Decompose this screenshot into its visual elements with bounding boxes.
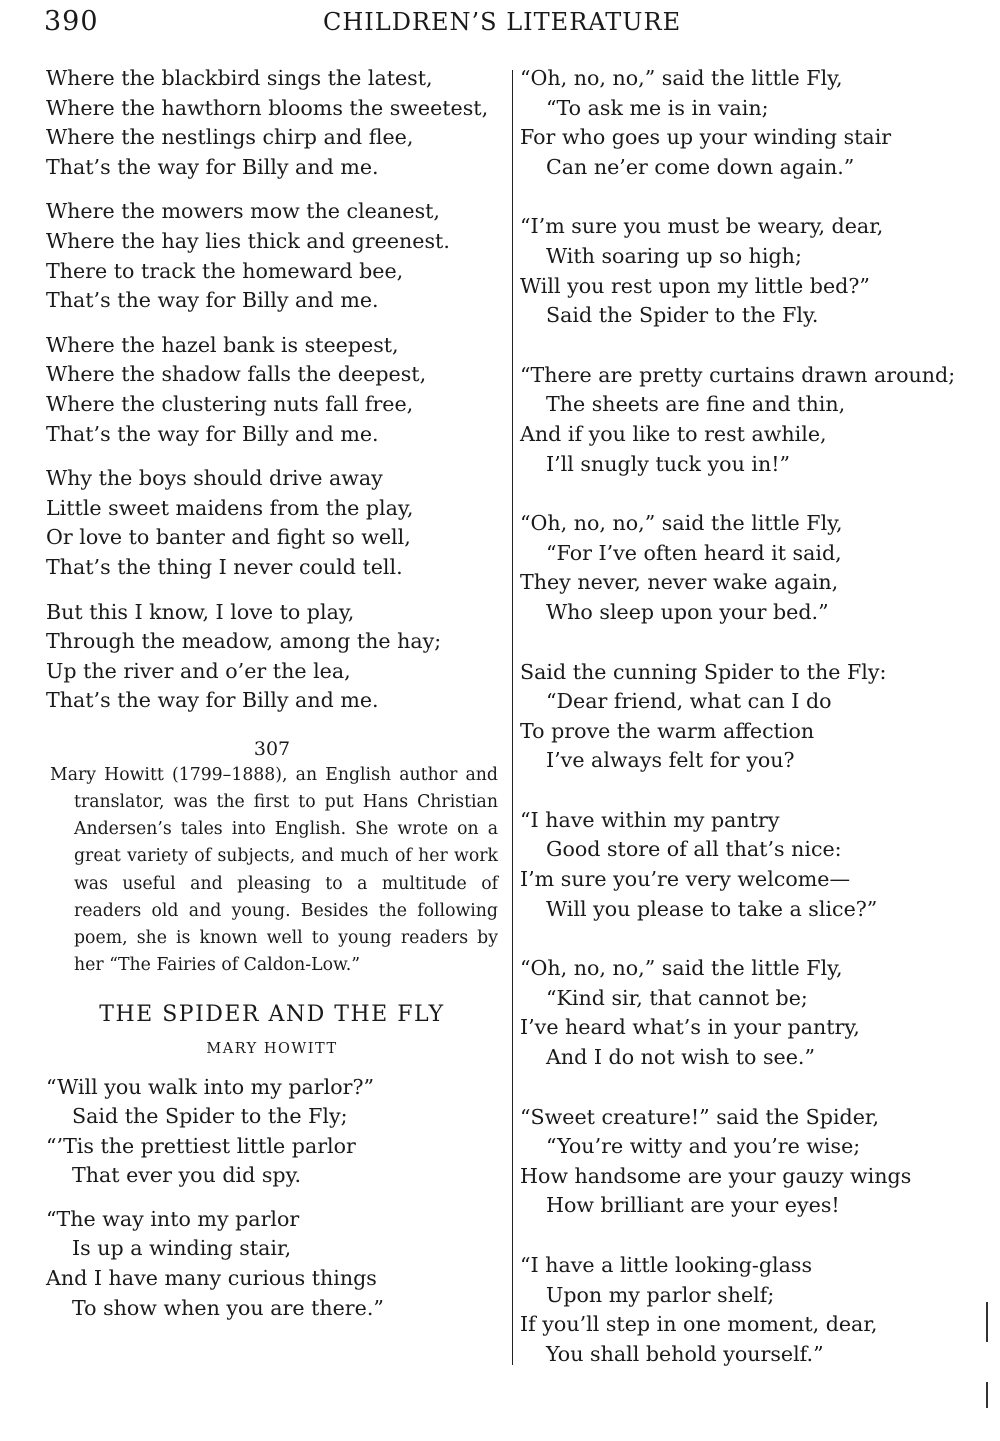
verse-line: Where the clustering nuts fall free, bbox=[46, 391, 414, 416]
verse-line: Where the shadow falls the deepest, bbox=[46, 362, 427, 387]
left-column bbox=[46, 64, 498, 1337]
verse-line: They never, never wake again, bbox=[520, 570, 839, 595]
verse-line: Where the blackbird sings the latest, bbox=[46, 66, 433, 90]
verse-line: “I’m sure you must be weary, dear, bbox=[520, 214, 884, 239]
verse-line: Where the hawthorn blooms the sweetest, bbox=[46, 95, 489, 120]
column-rule bbox=[512, 70, 513, 1365]
verse-line: For who goes up your winding stair bbox=[520, 125, 892, 150]
stanza bbox=[520, 509, 975, 627]
stanza bbox=[520, 658, 975, 776]
verse-line: “Oh, no, no,” said the little Fly, bbox=[520, 66, 843, 90]
verse-line: Up the river and o’er the lea, bbox=[46, 658, 351, 683]
verse-line: Upon my parlor shelf; bbox=[546, 1282, 775, 1307]
stanza bbox=[46, 598, 498, 716]
verse-line: Where the nestlings chirp and flee, bbox=[46, 125, 414, 150]
stanza bbox=[520, 806, 975, 924]
stanza bbox=[520, 212, 975, 330]
verse-line: “To ask me is in vain; bbox=[546, 95, 769, 120]
verse-line: I’ve always felt for you? bbox=[546, 748, 795, 773]
verse-line: Will you rest upon my little bed?” bbox=[520, 273, 870, 298]
stanza bbox=[46, 464, 498, 582]
verse-line: “Oh, no, no,” said the little Fly, bbox=[520, 956, 843, 981]
verse-line: There to track the homeward bee, bbox=[46, 258, 404, 283]
spider-poem-continued bbox=[520, 64, 975, 1369]
stanza bbox=[520, 1103, 975, 1221]
spider-poem-start bbox=[46, 1073, 498, 1324]
verse-line: Can ne’er come down again.” bbox=[546, 154, 855, 179]
verse-line: That’s the way for Billy and me. bbox=[46, 288, 379, 313]
verse-line: Or love to banter and fight so well, bbox=[46, 525, 411, 550]
verse-line: “Will you walk into my parlor?” bbox=[46, 1074, 375, 1099]
margin-mark bbox=[986, 1302, 988, 1342]
poem-title: THE SPIDER AND THE FLY bbox=[99, 1001, 445, 1027]
verse-line: That ever you did spy. bbox=[72, 1163, 302, 1188]
verse-line: And I do not wish to see.” bbox=[546, 1045, 815, 1070]
verse-line: “I have a little looking-glass bbox=[520, 1253, 813, 1277]
margin-mark bbox=[986, 1382, 988, 1408]
verse-line: I’m sure you’re very welcome— bbox=[520, 867, 851, 892]
right-column bbox=[520, 64, 975, 1399]
verse-line: But this I know, I love to play, bbox=[46, 599, 355, 624]
verse-line: “’Tis the prettiest little parlor bbox=[46, 1133, 356, 1158]
verse-line: How brilliant are your eyes! bbox=[546, 1193, 840, 1218]
verse-line: You shall behold yourself.” bbox=[546, 1341, 824, 1366]
stanza bbox=[46, 331, 498, 449]
running-head: CHILDREN’S LITERATURE bbox=[323, 8, 682, 36]
verse-line: Little sweet maidens from the play, bbox=[46, 495, 414, 520]
verse-line: Through the meadow, among the hay; bbox=[46, 629, 442, 654]
verse-line: I’ll snugly tuck you in!” bbox=[546, 451, 791, 476]
verse-line: The sheets are fine and thin, bbox=[546, 392, 846, 417]
poem-author: MARY HOWITT bbox=[206, 1040, 338, 1057]
verse-line: “For I’ve often heard it said, bbox=[546, 540, 842, 565]
stanza bbox=[46, 197, 498, 315]
stanza bbox=[520, 64, 975, 182]
verse-line: Will you please to take a slice?” bbox=[546, 896, 878, 921]
verse-line: “Oh, no, no,” said the little Fly, bbox=[520, 511, 843, 536]
page-number: 390 bbox=[44, 6, 99, 37]
verse-line: That’s the way for Billy and me. bbox=[46, 154, 379, 179]
stanza bbox=[46, 1073, 498, 1191]
verse-line: Is up a winding stair, bbox=[72, 1236, 292, 1261]
verse-line: Where the mowers mow the cleanest, bbox=[46, 199, 440, 224]
verse-line: Who sleep upon your bed.” bbox=[546, 599, 829, 624]
author-note: Mary Howitt (1799–1888), an English author and translator, was the first to put Hans Christian Andersen’s tales into English. She wrote on a great variety of subjects, and much of her work was useful and pleasing to a multitude of readers old and young. Besides the following poem, she is known well to young readers by her “The Fairies of Caldon-Low.” bbox=[50, 764, 498, 976]
verse-line: Where the hazel bank is steepest, bbox=[46, 332, 399, 357]
verse-line: To show when you are there.” bbox=[72, 1295, 384, 1320]
verse-line: I’ve heard what’s in your pantry, bbox=[520, 1015, 860, 1040]
stanza bbox=[520, 954, 975, 1072]
verse-line: How handsome are your gauzy wings bbox=[520, 1163, 912, 1188]
verse-line: Said the Spider to the Fly; bbox=[72, 1104, 348, 1129]
billy-poem bbox=[46, 64, 498, 716]
verse-line: “There are pretty curtains drawn around; bbox=[520, 362, 956, 387]
verse-line: That’s the thing I never could tell. bbox=[46, 554, 403, 579]
stanza bbox=[46, 1205, 498, 1323]
verse-line: “Sweet creature!” said the Spider, bbox=[520, 1104, 880, 1129]
verse-line: And I have many curious things bbox=[46, 1266, 377, 1291]
verse-line: To prove the warm affection bbox=[520, 718, 815, 743]
verse-line: “Dear friend, what can I do bbox=[546, 689, 832, 714]
verse-line: Said the cunning Spider to the Fly: bbox=[520, 659, 887, 684]
stanza bbox=[520, 1251, 975, 1369]
verse-line: That’s the way for Billy and me. bbox=[46, 688, 379, 713]
verse-line: “The way into my parlor bbox=[46, 1206, 300, 1231]
selection-number: 307 bbox=[253, 737, 291, 760]
verse-line: Good store of all that’s nice: bbox=[546, 837, 842, 862]
stanza bbox=[46, 64, 498, 182]
verse-line: That’s the way for Billy and me. bbox=[46, 421, 379, 446]
verse-line: “Kind sir, that cannot be; bbox=[546, 985, 808, 1010]
verse-line: “I have within my pantry bbox=[520, 807, 780, 832]
verse-line: With soaring up so high; bbox=[546, 243, 802, 268]
verse-line: Why the boys should drive away bbox=[46, 466, 383, 491]
stanza bbox=[520, 361, 975, 479]
verse-line: And if you like to rest awhile, bbox=[520, 421, 827, 446]
verse-line: “You’re witty and you’re wise; bbox=[546, 1134, 861, 1159]
verse-line: Said the Spider to the Fly. bbox=[546, 303, 819, 328]
verse-line: Where the hay lies thick and greenest. bbox=[46, 228, 450, 253]
verse-line: If you’ll step in one moment, dear, bbox=[520, 1312, 878, 1337]
